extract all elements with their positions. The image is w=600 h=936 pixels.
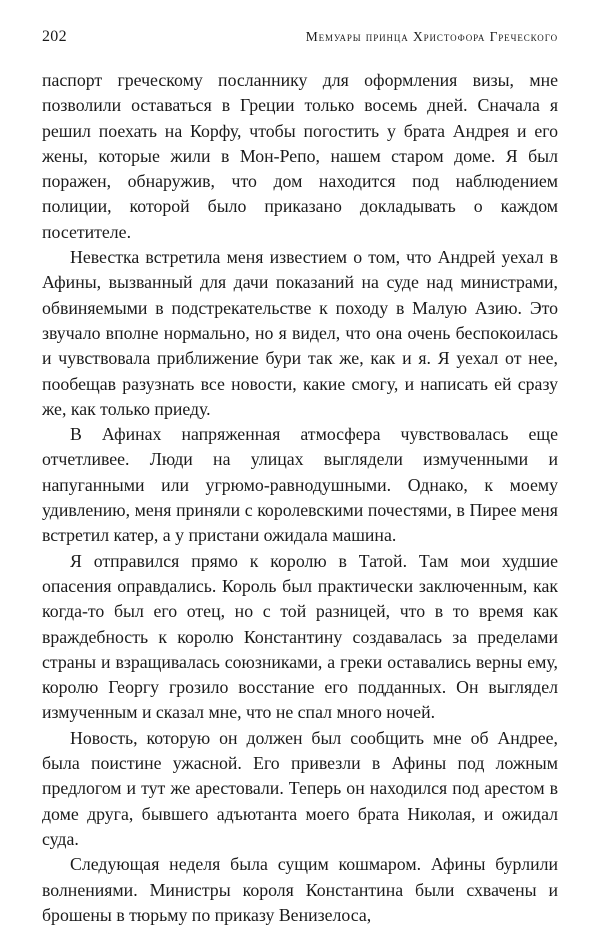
page-number: 202 xyxy=(42,28,67,45)
paragraph: Следующая неделя была сущим кошмаром. Афины бурлили волнениями. Министры короля Константина были схвачены и брошены в тюрьму по приказу Венизелоса, xyxy=(42,854,558,925)
paragraph: Я отправился прямо к королю в Татой. Там мои худшие опасения оправдались. Король был практически заключенным, как когда-то был его отец, но с той разницей, что в то время как враждебность к королю Константину создавалась за пределами страны и взращивалась союзниками, а греки оставались верны ему, королю Георгу грозило восстание его подданных. Он выглядел измученным и сказал мне, что не спал много ночей. xyxy=(42,550,558,723)
paragraph: Невестка встретила меня известием о том, что Андрей уехал в Афины, вызванный для дачи показаний на суде над министрами, обвиняемыми в подстрекательстве к походу в Малую Азию. Это звучало вполне нормально, но я видел, что она очень беспокоилась и чувствовала приближение бури так же, как и я. Я уехал от нее, пообещав разузнать все новости, какие смогу, и написать ей сразу же, как только приеду. xyxy=(42,247,558,419)
paragraph: В Афинах напряженная атмосфера чувствовалась еще отчетливее. Люди на улицах выглядели измученными и напуганными или угрюмо-равнодушными. Однако, к моему удивлению, меня приняли с королевскими почестями, в Пирее меня встретил катер, а у пристани ожидала машина. xyxy=(42,424,558,546)
page-header xyxy=(42,28,558,54)
paragraph: Новость, которую он должен был сообщить мне об Андрее, была поистине ужасной. Его привезли в Афины под ложным предлогом и тут же арестовали. Теперь он находился под арестом в доме друга, бывшего адъютанта моего брата Николая, и ожидал суда. xyxy=(42,727,558,849)
paragraph-continuation: паспорт греческому посланнику для оформления визы, мне позволили оставаться в Греции только восемь дней. Сначала я решил поехать на Корфу, чтобы погостить у брата Андрея и его жены, которые жили в Мон-Репо, нашем старом доме. Я был поражен, обнаружив, что дом находится под наблюдением полиции, которой было приказано докладывать о каждом посетителе. xyxy=(42,70,558,242)
running-title: Мемуары принца Христофора Греческого xyxy=(305,29,558,44)
body-text xyxy=(42,68,558,928)
